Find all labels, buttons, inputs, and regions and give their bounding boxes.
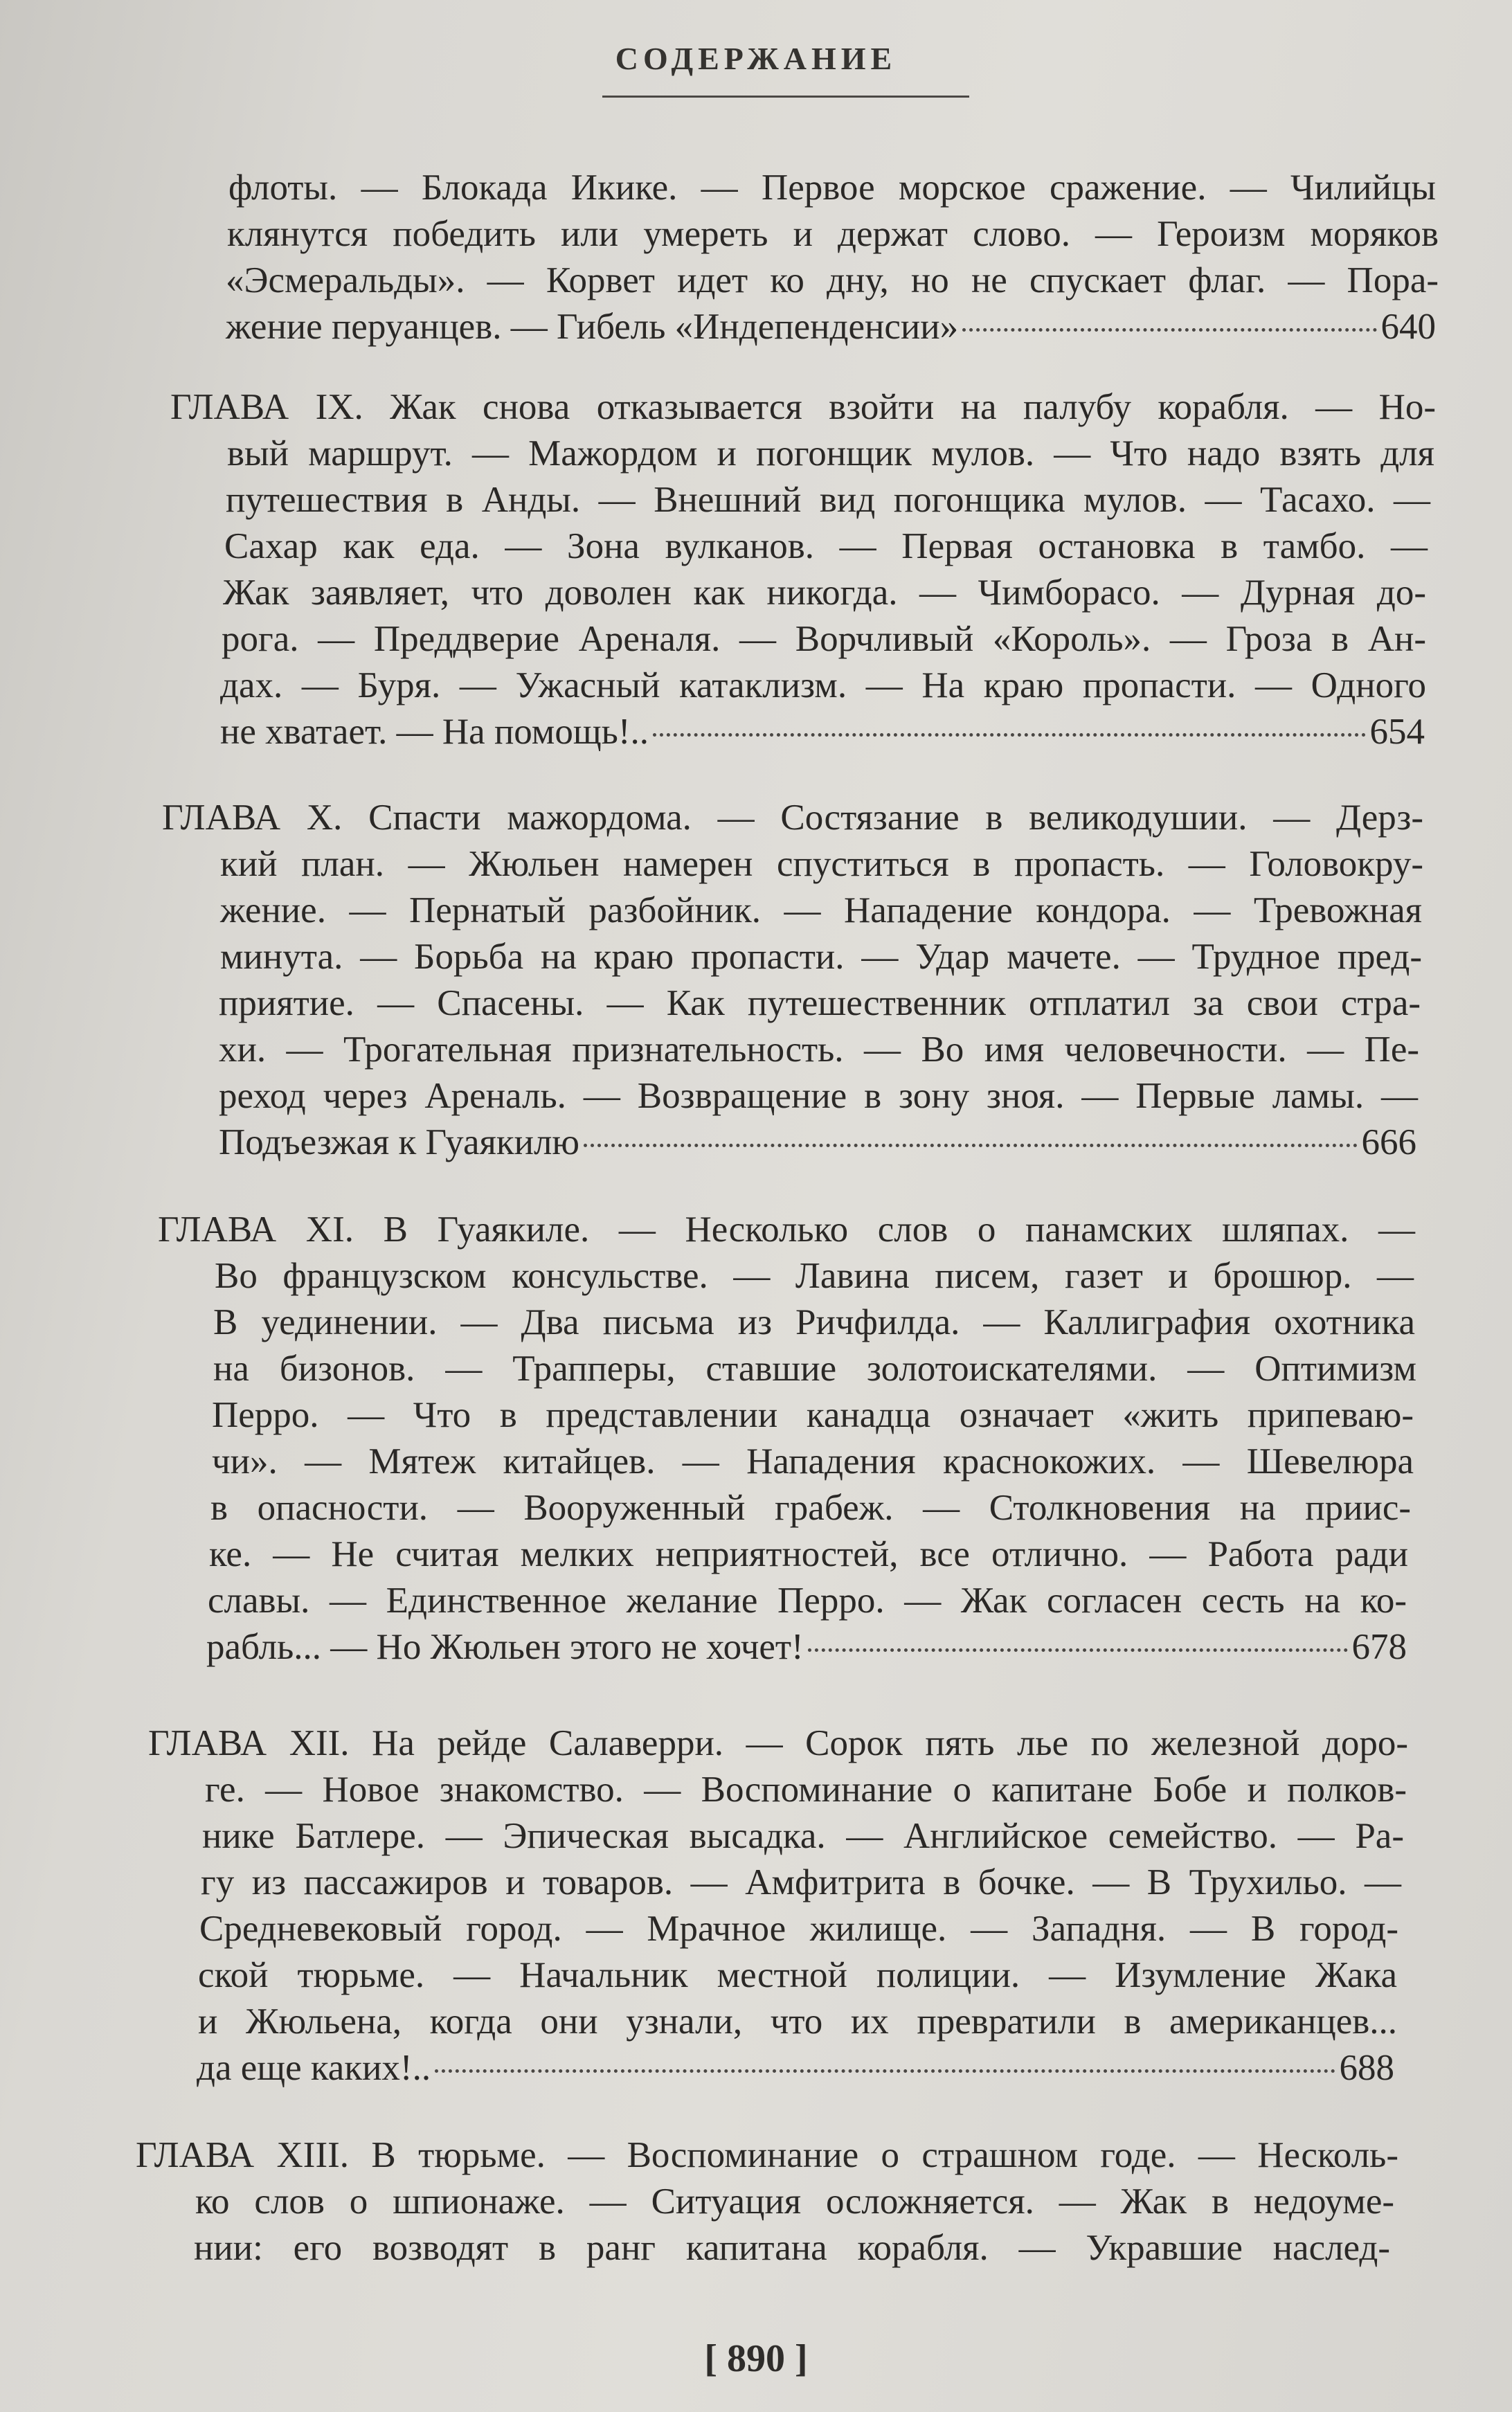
head-rule — [602, 96, 969, 98]
toc-line: хи. — Трогательная признательность. — Во имя человечности. — Пе- — [219, 1029, 1419, 1070]
toc-line: минута. — Борьба на краю пропасти. — Удар мачете. — Трудное пред- — [220, 937, 1422, 977]
dot-leader — [808, 1648, 1348, 1652]
toc-last-line — [0, 304, 1512, 350]
toc-line: Во французском консульстве. — Лавина писем, газет и брошюр. — — [215, 1256, 1414, 1296]
dot-leader — [435, 2069, 1335, 2073]
toc-line: в опасности. — Вооруженный грабеж. — Столкновения на приис- — [210, 1488, 1411, 1528]
toc-line: нике Батлере. — Эпическая высадка. — Английское семейство. — Ра- — [202, 1816, 1404, 1856]
toc-line: ГЛАВА X. Спасти мажордома. — Состязание в великодушии. — Дерз- — [162, 798, 1423, 838]
page-number: 678 — [1351, 1627, 1407, 1667]
toc-last-line — [0, 2045, 1512, 2091]
page-number: 688 — [1339, 2048, 1394, 2088]
toc-line: ГЛАВА XI. В Гуаякиле. — Несколько слов о панамских шляпах. — — [158, 1209, 1415, 1250]
toc-line: реход через Ареналь. — Возвращение в зону зноя. — Первые ламы. — — [219, 1076, 1418, 1116]
toc-line: жение. — Пернатый разбойник. — Нападение кондора. — Тревожная — [220, 890, 1422, 930]
toc-line: рога. — Преддверие Ареналя. — Ворчливый «Король». — Гроза в Ан- — [222, 619, 1426, 659]
toc-line: кий план. — Жюльен намерен спуститься в пропасть. — Головокру- — [220, 844, 1423, 884]
toc-line: В уединении. — Два письма из Ричфилда. — Каллиграфия охотника — [213, 1302, 1415, 1342]
dot-leader — [584, 1144, 1357, 1147]
toc-entry-chapter-12 — [0, 1720, 1512, 2091]
toc-line: на бизонов. — Трапперы, ставшие золотоискателями. — Оптимизм — [213, 1349, 1416, 1389]
toc-line: Средневековый город. — Мрачное жилище. — Западня. — В город- — [199, 1909, 1398, 1949]
toc-line: чи». — Мятеж китайцев. — Нападения краснокожих. — Шевелюра — [212, 1441, 1414, 1482]
toc-line: «Эсмеральды». — Корвет идет ко дну, но не спускает флаг. — Пора- — [226, 260, 1439, 300]
toc-line: ГЛАВА XII. На рейде Салаверри. — Сорок пять лье по железной доро- — [148, 1723, 1408, 1763]
toc-line: Перро. — Что в представлении канадца означает «жить припеваю- — [212, 1395, 1414, 1435]
toc-last-line — [0, 1119, 1512, 1166]
page-number: 654 — [1369, 712, 1425, 752]
toc-line: ге. — Новое знакомство. — Воспоминание о капитане Бобе и полков- — [205, 1770, 1407, 1810]
toc-last-line-text: жение перуанцев. — Гибель «Индепенденсии» — [226, 307, 959, 347]
toc-entry-chapter-10 — [0, 795, 1512, 1166]
dot-leader — [653, 733, 1366, 737]
toc-line: ко слов о шпионаже. — Ситуация осложняется. — Жак в недоуме- — [195, 2181, 1394, 2222]
toc-last-line-text: Подъезжая к Гуаякилю — [219, 1122, 580, 1162]
toc-line: и Жюльена, когда они узнали, что их превратили в американцев... — [198, 2001, 1397, 2042]
toc-line: клянутся победить или умереть и держат слово. — Героизм моряков — [227, 214, 1439, 254]
toc-line: дах. — Буря. — Ужасный катаклизм. — На краю пропасти. — Одного — [220, 665, 1426, 705]
toc-line: нии: его возводят в ранг капитана корабля. — Укравшие наслед- — [194, 2228, 1390, 2268]
toc-line: Сахар как еда. — Зона вулканов. — Первая остановка в тамбо. — — [224, 526, 1428, 566]
toc-line: путешествия в Анды. — Внешний вид погонщика мулов. — Тасахо. — — [226, 480, 1430, 520]
page-number-folio: [ 890 ] — [704, 2337, 808, 2380]
toc-line: ГЛАВА IX. Жак снова отказывается взойти на палубу корабля. — Но- — [170, 387, 1436, 427]
toc-entry-chapter-13 — [0, 2132, 1512, 2271]
toc-line: славы. — Единственное желание Перро. — Жак согласен сесть на ко- — [208, 1581, 1407, 1621]
toc-line: флоты. — Блокада Икике. — Первое морское сражение. — Чилийцы — [228, 168, 1436, 208]
toc-entry — [0, 165, 1512, 350]
toc-line: Жак заявляет, что доволен как никогда. — Чимборасо. — Дурная до- — [223, 573, 1426, 613]
toc-line: вый маршрут. — Мажордом и погонщик мулов. — Что надо взять для — [227, 433, 1434, 474]
toc-last-line — [0, 709, 1512, 755]
toc-line: ГЛАВА XIII. В тюрьме. — Воспоминание о страшном годе. — Несколь- — [136, 2135, 1398, 2175]
toc-last-line-text: не хватает. — На помощь!.. — [220, 712, 649, 752]
toc-line: приятие. — Спасены. — Как путешественник отплатил за свои стра- — [219, 983, 1421, 1023]
toc-entry-chapter-9 — [0, 384, 1512, 755]
toc-line: ке. — Не считая мелких неприятностей, все отлично. — Работа ради — [209, 1534, 1408, 1574]
toc-line: ской тюрьме. — Начальник местной полиции. — Изумление Жака — [198, 1955, 1397, 1995]
toc-line: гу из пассажиров и товаров. — Амфитрита в бочке. — В Трухильо. — — [201, 1862, 1401, 1902]
dot-leader — [962, 328, 1376, 332]
page-number: 666 — [1361, 1122, 1416, 1162]
toc-last-line-text: да еще каких!.. — [197, 2048, 431, 2088]
toc-last-line-text: рабль... — Но Жюльен этого не хочет! — [206, 1627, 804, 1667]
toc-entry-chapter-11 — [0, 1207, 1512, 1671]
page-number: 640 — [1380, 307, 1436, 347]
toc-last-line — [0, 1624, 1512, 1671]
running-head: СОДЕРЖАНИЕ — [615, 41, 897, 76]
